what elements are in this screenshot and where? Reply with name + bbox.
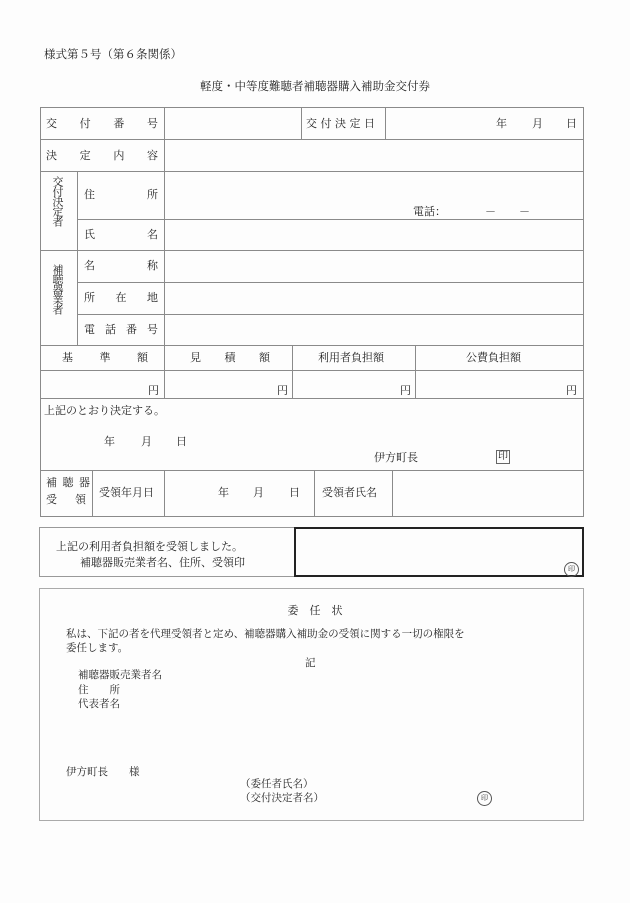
phone-dash: － [485,205,496,218]
seal-icon: 印 [477,791,492,806]
mandate-address-label: 住 所 [78,684,120,696]
user-burden-header: 利用者負担額 [318,351,384,364]
decision-year: 年 [104,435,115,448]
mandate-vendor-name-label: 補聴器販売業者名 [78,669,162,681]
yen-unit: 円 [148,384,159,397]
label-char: 基 [62,351,73,364]
decision-date-label: 交 付 決 定 日 [306,117,375,130]
receipt-date-label: 受領年月日 [99,486,154,499]
mandate-ki: 記 [305,657,316,669]
recipient-name-field[interactable] [166,220,582,249]
receipt-line1: 上記の利用者負担額を受領しました。 [56,540,243,553]
vendor-name-label [84,260,158,271]
receiver-name-field[interactable] [394,471,582,515]
form-number: 様式第５号（第６条関係） [44,47,182,61]
issue-number-label [46,118,158,129]
label-char: 額 [259,351,270,364]
vendor-location-label [84,292,158,303]
label-char: 電 [84,323,95,336]
yen-unit: 円 [277,384,288,397]
mandate-representative-label: 代表者名 [78,698,120,710]
mandate-body-line1: 私は、下記の者を代理受領者と定め、補聴器購入補助金の受領に関する一切の権限を [66,628,465,640]
label-char: 地 [147,291,158,304]
label-char: 番 [126,323,137,336]
delegator-name-label: （委任者氏名） [240,778,314,790]
label-char: 準 [99,351,111,364]
user-burden-field[interactable] [294,371,414,397]
label-char: 号 [146,117,158,130]
estimate-amount-field[interactable] [166,371,291,397]
label-char: 称 [147,259,158,272]
phone-dash: － [519,205,530,218]
receipt-line2: 補聴器販売業者名、住所、受領印 [80,556,245,569]
phone-prefix: 電話： [413,205,446,218]
decision-content-label [46,150,158,161]
label-char: 額 [137,351,148,364]
vendor-stamp-field[interactable] [294,527,584,577]
label-char: 番 [113,117,125,130]
label-char: 受 [46,493,57,506]
label-char: 領 [75,493,86,506]
label-char: 内 [113,149,125,162]
recipient-name-label: （交付決定者名） [240,792,324,804]
receiver-name-label: 受領者氏名 [322,486,377,499]
vendor-phone-field[interactable] [166,315,582,344]
label-char: 氏 [84,228,95,241]
label-char: 付 [79,117,91,130]
seal-icon: 印 [498,451,508,462]
issue-number-field[interactable] [166,108,300,138]
label-char: 話 [105,323,116,336]
standard-amount-field[interactable] [42,371,163,397]
receipt-group-label-line1: 補 聴 器 [46,476,91,489]
label-char: 名 [147,228,158,241]
label-char: 交 [46,117,57,130]
label-char: 所 [84,291,95,304]
label-char: 見 [190,351,201,364]
public-burden-header: 公費負担額 [466,351,521,364]
decision-month: 月 [141,435,152,448]
address-label [84,189,158,200]
vendor-group-label: 補聴器業者 [51,264,64,314]
seal-icon: 印 [564,562,579,577]
label-char: 号 [147,323,158,336]
mandate-body-line2: 委任します。 [66,642,129,654]
vendor-location-field[interactable] [166,283,582,313]
label-char: 定 [79,149,91,162]
receipt-group-label-line2 [46,494,86,505]
decision-date-day: 日 [566,117,577,130]
mandate-addressee: 伊方町長 様 [66,766,140,778]
name-label [84,229,158,240]
receipt-year: 年 [218,486,229,499]
yen-unit: 円 [400,384,411,397]
label-char: 決 [46,149,57,162]
receipt-month: 月 [253,486,264,499]
standard-amount-header [62,352,148,363]
decision-date-field[interactable] [387,108,582,138]
vendor-name-field[interactable] [166,251,582,281]
mandate-title: 委 任 状 [287,604,343,617]
label-char: 積 [224,351,236,364]
public-burden-field[interactable] [417,371,582,397]
decision-day: 日 [176,435,187,448]
decision-statement: 上記のとおり決定する。 [44,404,165,417]
vendor-phone-label [84,324,158,335]
label-char: 容 [146,149,158,162]
recipient-group-label: 交付決定者 [51,176,64,226]
decision-date-year: 年 [496,117,507,130]
mayor-label: 伊方町長 [374,451,418,464]
yen-unit: 円 [566,384,577,397]
label-char: 所 [147,188,158,201]
label-char: 住 [84,188,95,201]
estimate-amount-header [190,352,270,363]
label-char: 名 [84,259,95,272]
decision-content-field[interactable] [166,140,582,170]
receipt-day: 日 [289,486,300,499]
decision-date-month: 月 [532,117,543,130]
label-char: 在 [115,291,127,304]
document-title: 軽度・中等度難聴者補聴器購入補助金交付券 [200,79,430,93]
